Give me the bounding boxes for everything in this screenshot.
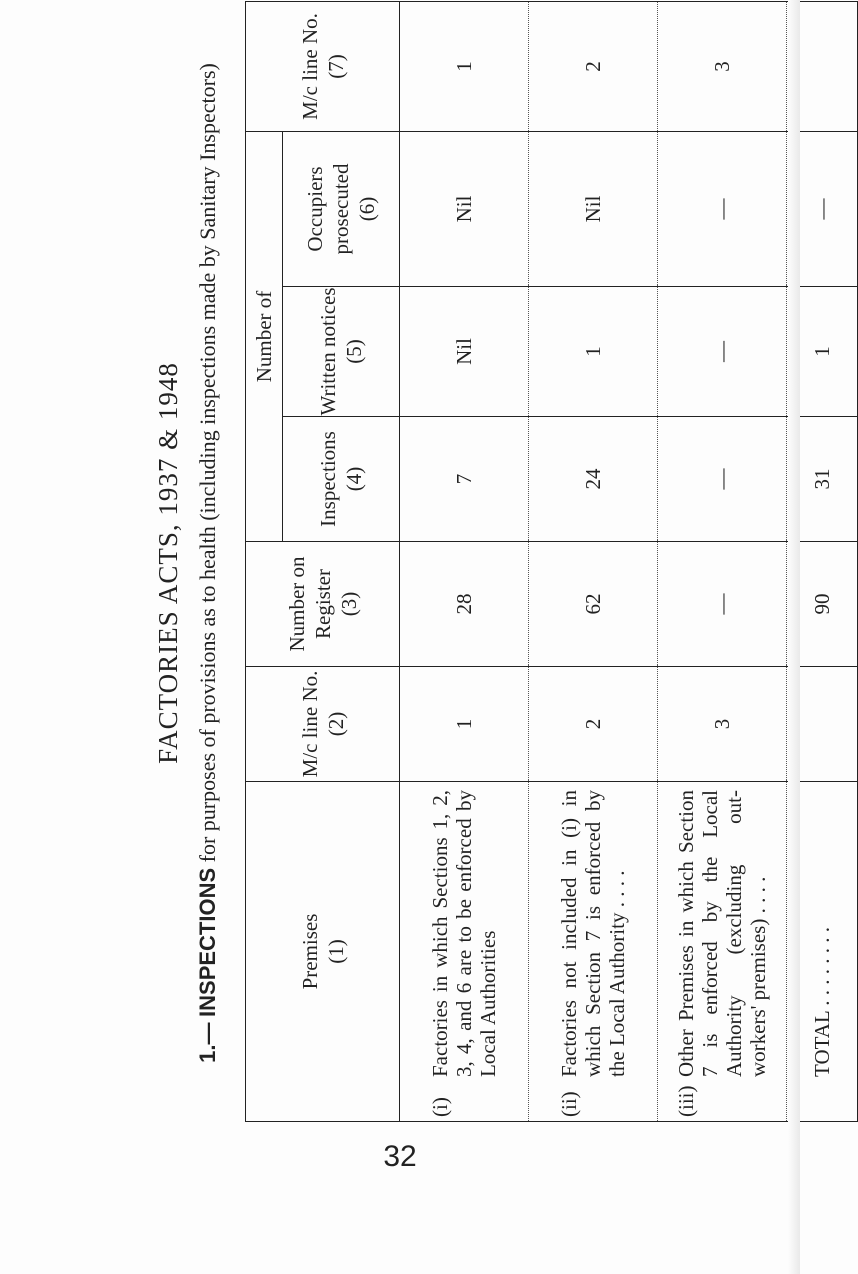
header-number-on-register	[246, 542, 400, 667]
sub-heading-title: INSPECTIONS	[195, 867, 220, 1017]
premises-cell	[658, 782, 787, 1122]
row-inspections: 7	[400, 417, 529, 542]
inspections-table	[245, 1, 858, 1122]
row-register: 62	[529, 542, 658, 667]
header-notices-num: (5)	[342, 339, 366, 364]
scan-edge-shadow	[788, 0, 800, 1274]
rotated-page	[145, 0, 834, 1128]
header-premises-num: (1)	[323, 939, 348, 964]
row-mc-line-7: 1	[400, 1, 529, 131]
row-mc-line-7: 2	[529, 1, 658, 131]
premises-cell	[400, 782, 529, 1122]
header-inspections-label: Inspections	[316, 431, 340, 527]
table-row	[529, 1, 658, 1121]
header-register-label: Number on Register	[284, 556, 335, 652]
row-roman: (ii)	[557, 1091, 581, 1117]
main-heading: FACTORIES ACTS, 1937 & 1948	[153, 362, 183, 764]
header-premises	[246, 782, 400, 1122]
row-prosecuted: Nil	[400, 131, 529, 286]
row-notices: Nil	[400, 287, 529, 417]
header-mc-line-2-num: (2)	[323, 711, 348, 737]
row-prosecuted: —	[658, 131, 787, 286]
header-number-of-group: Number of	[246, 131, 283, 541]
row-notices: —	[658, 287, 787, 417]
table-row	[400, 1, 529, 1121]
header-register-num: (3)	[336, 591, 361, 617]
row-inspections: —	[658, 417, 787, 542]
header-mc-line-7	[246, 1, 400, 131]
header-premises-label: Premises	[297, 913, 322, 990]
row-notices: 1	[529, 287, 658, 417]
header-mc-line-2	[246, 667, 400, 782]
sub-heading-text: for purposes of provisions as to health (including inspections made by Sanitary Inspectors)	[195, 63, 220, 863]
total-register: 90	[787, 542, 858, 667]
header-occupiers-prosecuted	[283, 131, 400, 286]
page-number: 32	[383, 1140, 417, 1173]
total-prosecuted: —	[787, 131, 858, 286]
row-premises: Other Premises in which Section 7 is enforced by the Local Authority (excluding out-workers' premises) . . . .	[674, 790, 770, 1077]
sub-heading	[195, 0, 221, 1128]
premises-cell	[529, 782, 658, 1122]
header-mc-line-7-label: M/c line No.	[297, 13, 322, 120]
row-roman: (iii)	[674, 1085, 698, 1117]
header-inspections-num: (4)	[342, 466, 366, 492]
row-mc-line: 2	[529, 667, 658, 782]
row-mc-line: 1	[400, 667, 529, 782]
header-written-notices	[283, 287, 400, 417]
row-mc-line: 3	[658, 667, 787, 782]
header-inspections	[283, 417, 400, 542]
total-notices: 1	[787, 287, 858, 417]
total-label: TOTAL . . . . . . . .	[787, 782, 858, 1122]
row-register: 28	[400, 542, 529, 667]
sub-heading-number: 1.—	[195, 1022, 220, 1063]
header-prosecuted-num: (6)	[355, 196, 379, 222]
header-prosecuted-label: Occupiers prosecuted	[303, 163, 353, 255]
header-mc-line-2-label: M/c line No.	[297, 670, 322, 778]
header-mc-line-7-num: (7)	[323, 54, 348, 79]
row-premises: Factories not included in (i) in which Section 7 is enforced by the Local Authority . . . .	[557, 790, 629, 1077]
total-inspections: 31	[787, 417, 858, 542]
row-roman: (i)	[428, 1097, 452, 1117]
row-register: —	[658, 542, 787, 667]
row-mc-line-7: 3	[658, 1, 787, 131]
header-notices-label: Written notices	[316, 287, 340, 416]
row-premises: Factories in which Sections 1, 2, 3, 4, and 6 are to be enforced by Local Authorities	[428, 790, 500, 1077]
table-row	[658, 1, 787, 1121]
row-inspections: 24	[529, 417, 658, 542]
row-prosecuted: Nil	[529, 131, 658, 286]
